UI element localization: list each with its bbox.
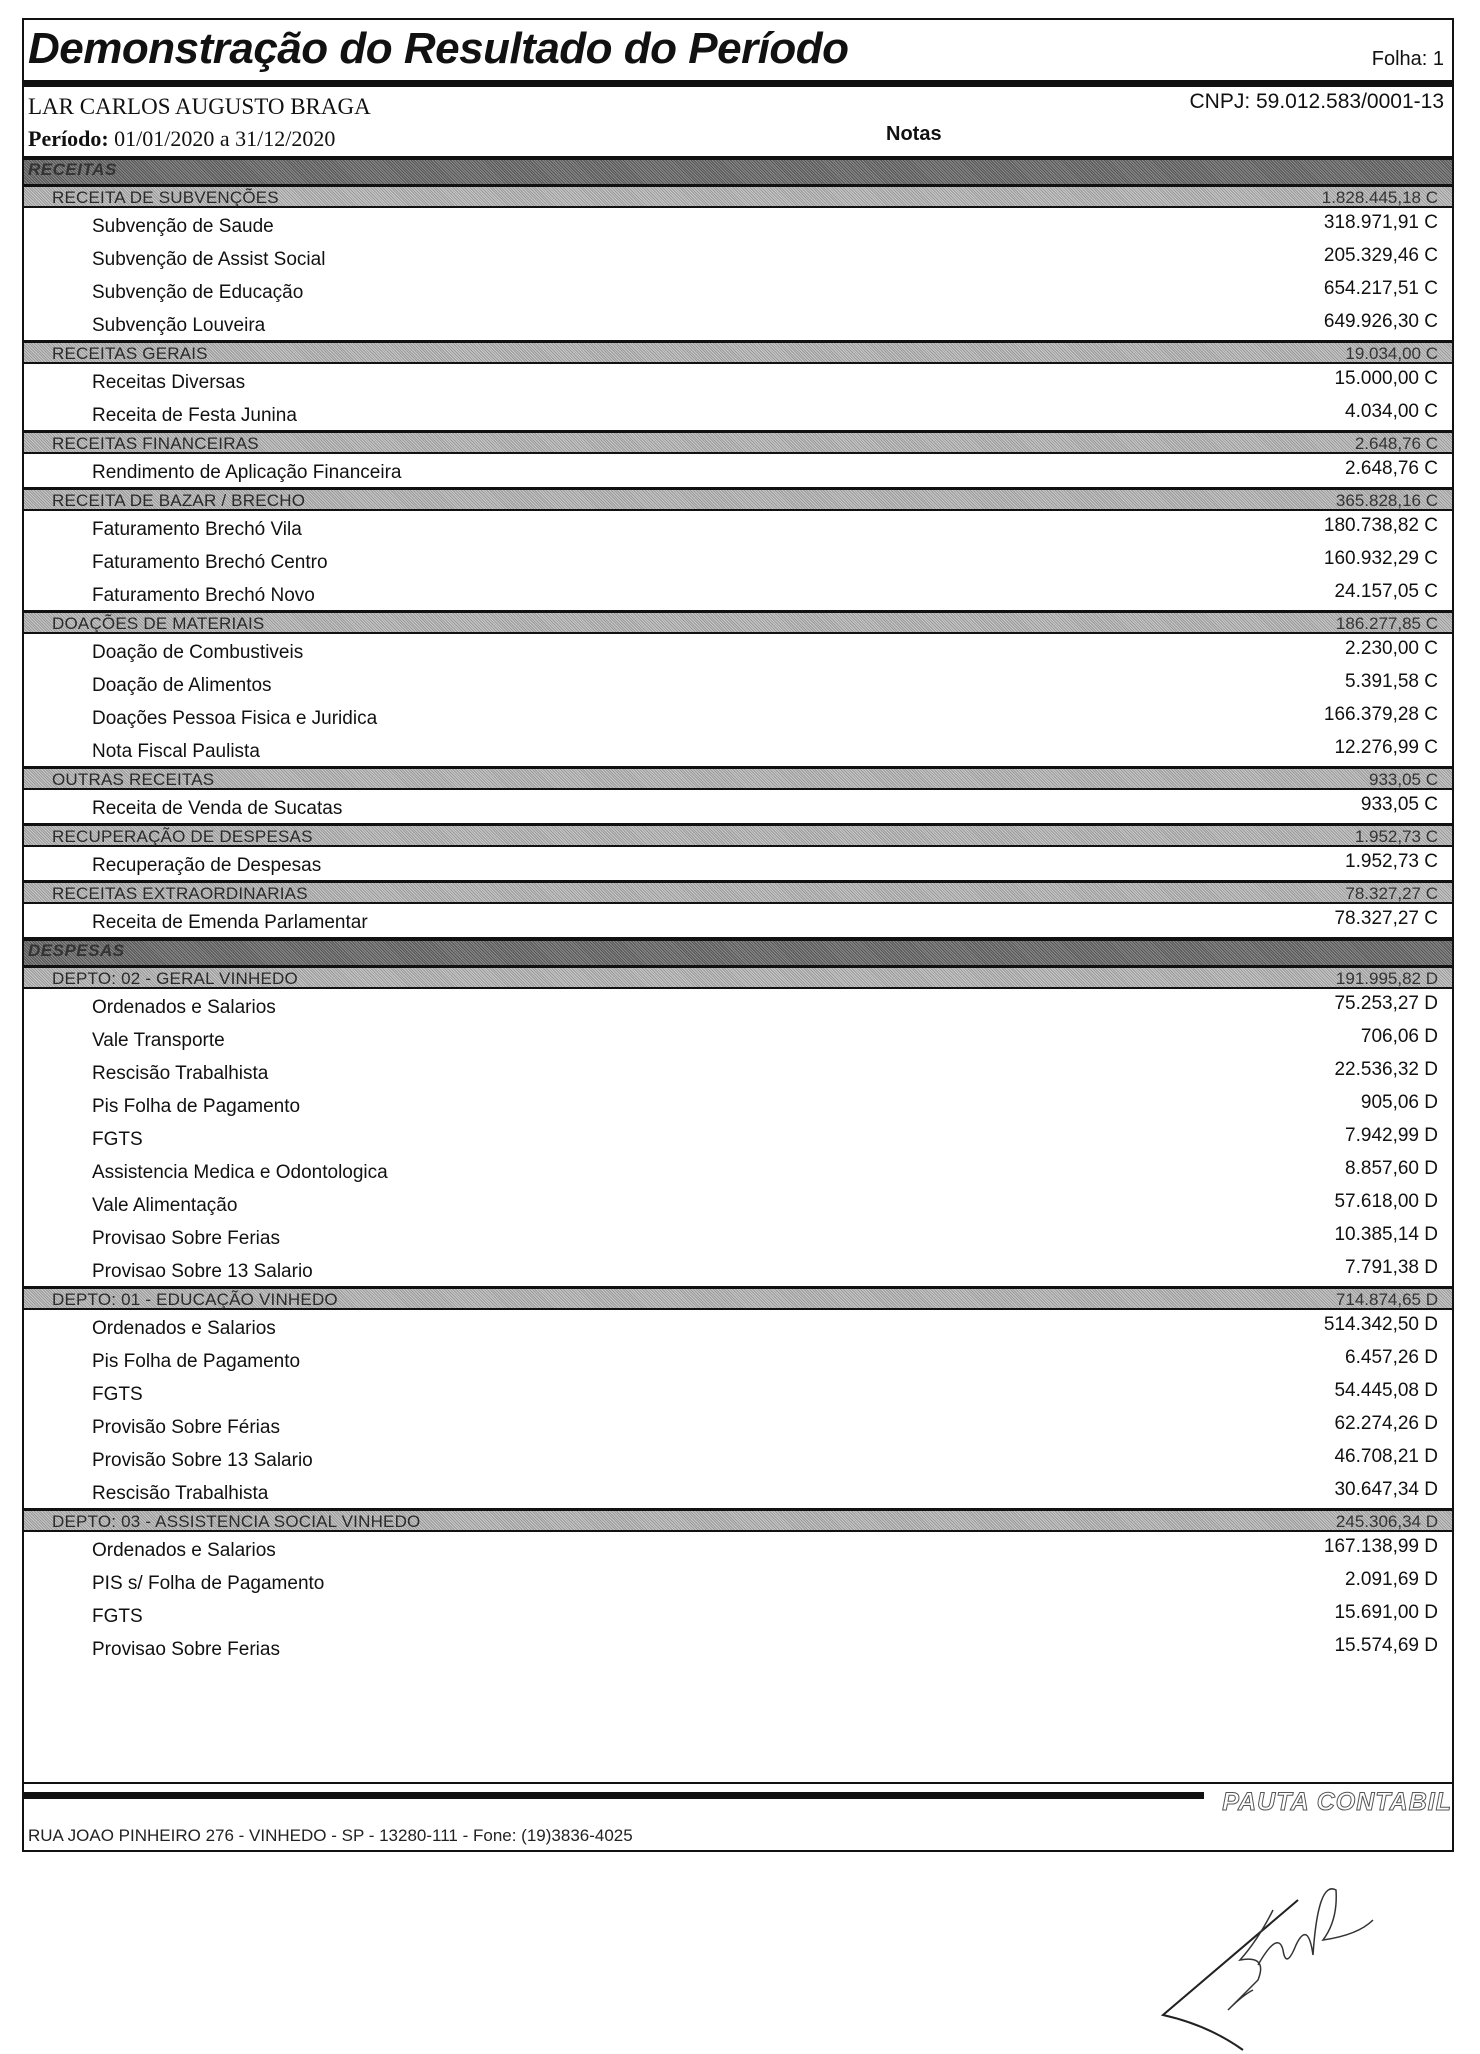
table-row [24,989,1452,1022]
table-row [24,1253,1452,1286]
group-header [24,965,1452,989]
table-row [24,1343,1452,1376]
account-label: Provisão Sobre Férias [92,1417,280,1438]
account-value: 514.342,50 D [1323,1314,1438,1335]
group-total: 191.995,82 D [1335,969,1438,988]
table-row [24,1376,1452,1409]
account-label: Ordenados e Salarios [92,1318,276,1339]
group-header [24,487,1452,511]
table-row [24,1055,1452,1088]
group-header [24,184,1452,208]
table-row [24,667,1452,700]
account-label: Vale Alimentação [92,1195,238,1216]
table-row [24,307,1452,340]
group-header [24,823,1452,847]
table-row [24,700,1452,733]
account-value: 15.574,69 D [1334,1635,1438,1656]
group-label: RECEITA DE SUBVENÇÕES [52,188,279,207]
page-title: Demonstração do Resultado do Período [28,24,849,73]
table-row [24,1088,1452,1121]
account-value: 15.691,00 D [1334,1602,1438,1623]
table-row [24,274,1452,307]
account-label: Rescisão Trabalhista [92,1483,269,1504]
account-value: 15.000,00 C [1334,368,1438,389]
account-label: Recuperação de Despesas [92,855,322,876]
account-value: 57.618,00 D [1334,1191,1438,1212]
group-label: RECEITA DE BAZAR / BRECHO [52,491,306,510]
group-label: RECEITAS FINANCEIRAS [52,434,259,453]
organization-name: LAR CARLOS AUGUSTO BRAGA [28,94,371,119]
table-row [24,733,1452,766]
group-total: 78.327,27 C [1345,884,1438,903]
account-label: Assistencia Medica e Odontologica [92,1162,388,1183]
account-label: Doações Pessoa Fisica e Juridica [92,708,378,729]
account-value: 6.457,26 D [1345,1347,1438,1368]
table-row [24,1598,1452,1631]
group-label: RECUPERAÇÃO DE DESPESAS [52,827,313,846]
account-value: 905,06 D [1360,1092,1438,1113]
account-label: Pis Folha de Pagamento [92,1351,301,1372]
group-total: 2.648,76 C [1354,434,1438,453]
account-label: Faturamento Brechó Vila [92,519,302,540]
table-row [24,1022,1452,1055]
group-total: 933,05 C [1369,770,1438,789]
account-value: 706,06 D [1360,1026,1438,1047]
account-value: 2.648,76 C [1345,458,1438,479]
account-value: 8.857,60 D [1345,1158,1438,1179]
group-label: RECEITAS EXTRAORDINARIAS [52,884,308,903]
account-label: FGTS [92,1129,143,1150]
account-label: Rendimento de Aplicação Financeira [92,462,402,483]
group-label: OUTRAS RECEITAS [52,770,215,789]
account-label: Subvenção de Saude [92,216,274,237]
account-value: 12.276,99 C [1334,737,1438,758]
period [28,126,335,152]
account-value: 649.926,30 C [1323,311,1438,332]
account-value: 2.230,00 C [1345,638,1438,659]
group-header [24,340,1452,364]
account-label: Nota Fiscal Paulista [92,741,260,762]
group-total: 186.277,85 C [1335,614,1438,633]
account-value: 160.932,29 C [1323,548,1438,569]
account-label: PIS s/ Folha de Pagamento [92,1573,325,1594]
table-row [24,397,1452,430]
table-row [24,241,1452,274]
account-label: Provisão Sobre 13 Salario [92,1450,313,1471]
table-row [24,1565,1452,1598]
account-label: Ordenados e Salarios [92,997,276,1018]
account-value: 22.536,32 D [1334,1059,1438,1080]
section-despesas [24,937,1452,965]
account-label: Ordenados e Salarios [92,1540,276,1561]
group-header [24,1508,1452,1532]
table-row [24,1409,1452,1442]
table-row [24,634,1452,667]
table-row [24,1187,1452,1220]
table-row [24,1310,1452,1343]
period-value: 01/01/2020 a 31/12/2020 [114,126,336,151]
group-label: DOAÇÕES DE MATERIAIS [52,614,265,633]
account-value: 166.379,28 C [1323,704,1438,725]
account-label: Receita de Venda de Sucatas [92,798,343,819]
table-row [24,577,1452,610]
account-label: Receita de Festa Junina [92,405,297,426]
account-label: FGTS [92,1384,143,1405]
page-number: Folha: 1 [1371,48,1444,70]
account-label: Provisao Sobre Ferias [92,1639,280,1660]
account-value: 30.647,34 D [1334,1479,1438,1500]
account-label: FGTS [92,1606,143,1627]
account-label: Doação de Alimentos [92,675,272,696]
account-label: Subvenção de Educação [92,282,304,303]
group-header [24,766,1452,790]
account-label: Provisao Sobre Ferias [92,1228,280,1249]
account-value: 933,05 C [1360,794,1438,815]
table-row [24,1475,1452,1508]
account-value: 5.391,58 C [1345,671,1438,692]
account-label: Vale Transporte [92,1030,225,1051]
table-row [24,208,1452,241]
group-total: 1.952,73 C [1354,827,1438,846]
account-label: Pis Folha de Pagamento [92,1096,301,1117]
account-label: Subvenção Louveira [92,315,266,336]
group-total: 19.034,00 C [1345,344,1438,363]
account-label: Provisao Sobre 13 Salario [92,1261,313,1282]
table-row [24,1631,1452,1664]
footer-thin-rule [24,1782,1452,1784]
account-label: Subvenção de Assist Social [92,249,326,270]
group-header [24,610,1452,634]
account-value: 24.157,05 C [1334,581,1438,602]
group-header [24,430,1452,454]
group-label: RECEITAS GERAIS [52,344,208,363]
table-row [24,364,1452,397]
section-receitas [24,156,1452,184]
account-value: 4.034,00 C [1345,401,1438,422]
group-header [24,880,1452,904]
report-page [22,18,1454,1852]
account-value: 78.327,27 C [1334,908,1438,929]
table-row [24,847,1452,880]
table-row [24,1154,1452,1187]
account-value: 318.971,91 C [1323,212,1438,233]
group-label: DEPTO: 02 - GERAL VINHEDO [52,969,298,988]
group-total: 245.306,34 D [1335,1512,1438,1531]
table-row [24,1532,1452,1565]
group-total: 1.828.445,18 C [1321,188,1438,207]
account-label: Receita de Emenda Parlamentar [92,912,368,933]
section-label: RECEITAS [28,160,117,179]
table-row [24,454,1452,487]
account-label: Receitas Diversas [92,372,246,393]
table-row [24,1121,1452,1154]
footer-rule [24,1792,1204,1799]
table-row [24,904,1452,937]
table-row [24,1220,1452,1253]
account-value: 167.138,99 D [1323,1536,1438,1557]
account-value: 1.952,73 C [1345,851,1438,872]
table-row [24,790,1452,823]
account-value: 75.253,27 D [1334,993,1438,1014]
group-label: DEPTO: 01 - EDUCAÇÃO VINHEDO [52,1290,338,1309]
account-value: 7.942,99 D [1345,1125,1438,1146]
group-total: 714.874,65 D [1335,1290,1438,1309]
account-value: 10.385,14 D [1334,1224,1438,1245]
table-row [24,1442,1452,1475]
notes-column-header: Notas [886,123,942,145]
cnpj: CNPJ: 59.012.583/0001-13 [1189,90,1444,113]
group-total: 365.828,16 C [1335,491,1438,510]
group-label: DEPTO: 03 - ASSISTENCIA SOCIAL VINHEDO [52,1512,421,1531]
account-label: Faturamento Brechó Centro [92,552,328,573]
account-label: Faturamento Brechó Novo [92,585,315,606]
account-value: 2.091,69 D [1345,1569,1438,1590]
section-label: DESPESAS [28,941,125,960]
income-statement-table [24,156,1452,1664]
handwritten-signature-icon [1118,1860,1378,2054]
account-value: 54.445,08 D [1334,1380,1438,1401]
header-rule [24,80,1452,87]
group-header [24,1286,1452,1310]
table-row [24,511,1452,544]
account-value: 205.329,46 C [1323,245,1438,266]
account-value: 654.217,51 C [1323,278,1438,299]
footer-address: RUA JOAO PINHEIRO 276 - VINHEDO - SP - 13280-111 - Fone: (19)3836-4025 [28,1826,633,1845]
account-label: Rescisão Trabalhista [92,1063,269,1084]
brand-logo: PAUTA CONTABIL [1222,1788,1452,1816]
account-label: Doação de Combustiveis [92,642,304,663]
account-value: 7.791,38 D [1345,1257,1438,1278]
period-label: Período: [28,126,109,151]
account-value: 62.274,26 D [1334,1413,1438,1434]
account-value: 180.738,82 C [1323,515,1438,536]
table-row [24,544,1452,577]
account-value: 46.708,21 D [1334,1446,1438,1467]
